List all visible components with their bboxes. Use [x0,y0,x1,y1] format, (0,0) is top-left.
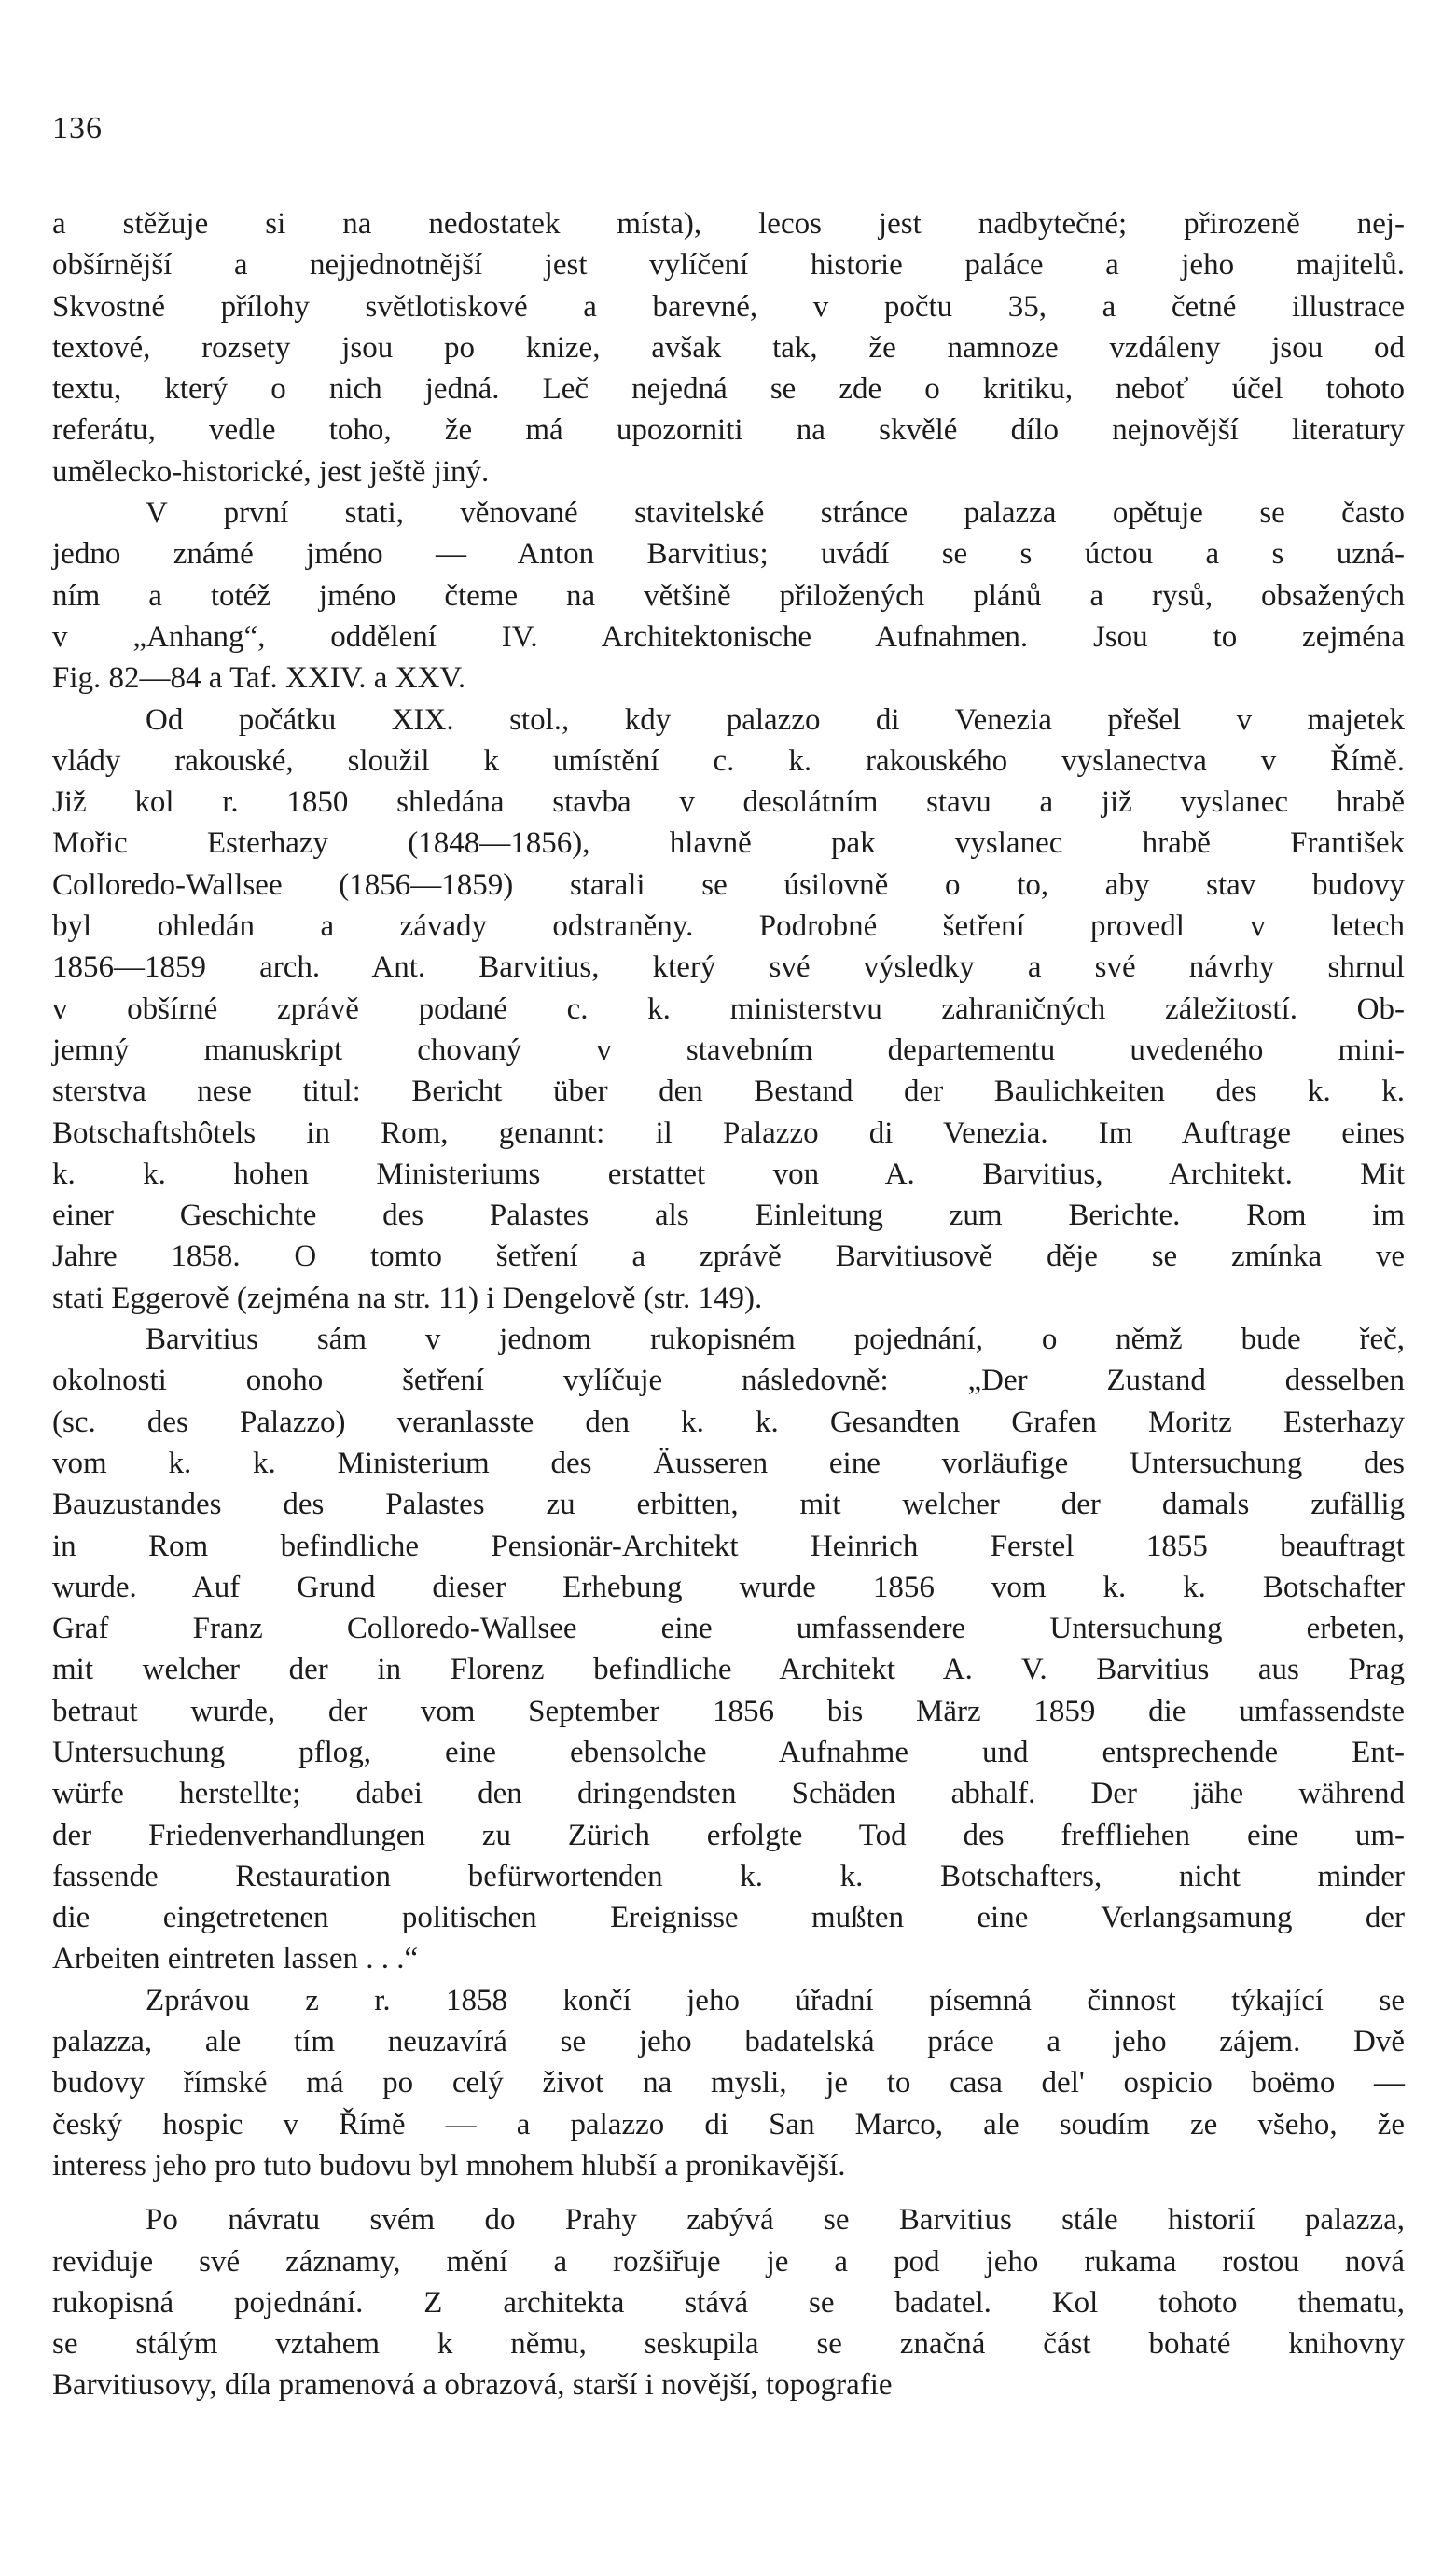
text-line: der Friedenverhandlungen zu Zürich erfolgte Tod des freffliehen eine um- [52,1818,1405,1852]
text-line: würfe herstellte; dabei den dringendsten Schäden abhalf. Der jähe während [52,1777,1405,1811]
text-line: mit welcher der in Florenz befindliche Architekt A. V. Barvitius aus Prag [52,1653,1405,1687]
text-line: interess jeho pro tuto budovu byl mnohem hlubší a pronikavější. [52,2148,846,2183]
text-line: Jahre 1858. O tomto šetření a zprávě Barvitiusově děje se zmínka ve [52,1240,1405,1274]
text-line: Zprávou z r. 1858 končí jeho úřadní písemná činnost týkající se [146,1983,1405,2017]
text-line: wurde. Auf Grund dieser Erhebung wurde 1856 vom k. k. Botschafter [52,1570,1405,1604]
text-line: in Rom befindliche Pensionär-Architekt Heinrich Ferstel 1855 beauftragt [52,1529,1405,1563]
text-line: se stálým vztahem k němu, seskupila se značná část bohaté knihovny [52,2327,1405,2362]
text-line: ním a totéž jméno čteme na většině přiložených plánů a rysů, obsažených [52,578,1405,613]
text-line: einer Geschichte des Palastes als Einleitung zum Berichte. Rom im [52,1199,1405,1233]
text-line: die eingetretenen politischen Ereignisse mußten eine Verlangsamung der [52,1901,1405,1935]
text-line: Po návratu svém do Prahy zabývá se Barvitius stále historií palazza, [146,2203,1405,2238]
text-line: Barvitiusovy, díla pramenová a obrazová, starší i novější, topografie [52,2368,893,2403]
text-line: rukopisná pojednání. Z architekta stává se badatel. Kol tohoto thematu, [52,2285,1405,2320]
text-line: textové, rozsety jsou po knize, avšak tak, že namnoze vzdáleny jsou od [52,330,1405,365]
text-line: Od počátku XIX. stol., kdy palazzo di Venezia přešel v majetek [146,702,1405,737]
paragraph [52,1319,1405,1980]
text-line: v „Anhang“, oddělení IV. Architektonische Aufnahmen. Jsou to zejména [52,619,1405,654]
text-line: reviduje své záznamy, mění a rozšiřuje je a pod jeho rukama rostou nová [52,2244,1405,2279]
text-line: umělecko-historické, jest ještě jiný. [52,454,490,489]
text-line: český hospic v Římě — a palazzo di San Marco, ale soudím ze všeho, že [52,2107,1405,2141]
text-line: obšírnější a nejjednotnější jest vylíčení historie paláce a jeho majitelů. [52,248,1405,283]
text-line: Untersuchung pflog, eine ebensolche Aufnahme und entsprechende Ent- [52,1735,1405,1769]
text-line: Skvostné přílohy světlotiskové a barevné, v počtu 35, a četné illustrace [52,289,1405,324]
text-line: v obšírné zprávě podané c. k. ministerstvu zahraničných záležitostí. Ob- [52,991,1405,1026]
text-line: Fig. 82—84 a Taf. XXIV. a XXV. [52,661,466,696]
text-line: textu, který o nich jedná. Leč nejedná se zde o kritiku, neboť účel tohoto [52,372,1405,407]
text-line: vom k. k. Ministerium des Äusseren eine vorläufige Untersuchung des [52,1446,1405,1480]
text-line: Botschaftshôtels in Rom, genannt: il Palazzo di Venezia. Im Auftrage eines [52,1116,1405,1150]
text-line: betraut wurde, der vom September 1856 bis März 1859 die umfassendste [52,1694,1405,1728]
text-line: jedno známé jméno — Anton Barvitius; uvádí se s úctou a s uzná- [52,537,1405,572]
text-line: referátu, vedle toho, že má upozorniti na skvělé dílo nejnovější literatury [52,413,1405,448]
paragraph [52,2199,1405,2405]
text-line: Arbeiten eintreten lassen . . .“ [52,1942,419,1976]
text-line: jemný manuskript chovaný v stavebním departementu uvedeného mini- [52,1032,1405,1067]
body-text [52,203,1405,2406]
paragraph [52,203,1405,492]
text-line: Graf Franz Colloredo-Wallsee eine umfassendere Untersuchung erbeten, [52,1612,1405,1646]
text-line: Již kol r. 1850 shledána stavba v desolátním stavu a již vyslanec hrabě [52,785,1405,820]
text-line: V první stati, věnované stavitelské stránce palazza opětuje se často [146,496,1405,531]
text-line: Bauzustandes des Palastes zu erbitten, mit welcher der damals zufällig [52,1488,1405,1522]
text-line: byl ohledán a závady odstraněny. Podrobné šetření provedl v letech [52,909,1405,944]
text-line: fassende Restauration befürwortenden k. k. Botschafters, nicht minder [52,1859,1405,1893]
paragraph-gap [52,2186,1405,2199]
paragraph [52,492,1405,699]
text-line: stati Eggerově (zejména na str. 11) i Dengelově (str. 149). [52,1281,763,1315]
text-line: Barvitius sám v jednom rukopisném pojednání, o němž bude řeč, [146,1323,1405,1357]
paragraph [52,1980,1405,2186]
text-line: sterstva nese titul: Bericht über den Bestand der Baulichkeiten des k. k. [52,1074,1405,1109]
text-line: Mořic Esterhazy (1848—1856), hlavně pak vyslanec hrabě František [52,826,1405,861]
paragraph [52,700,1405,1319]
text-line: 1856—1859 arch. Ant. Barvitius, který své výsledky a své návrhy shrnul [52,950,1405,985]
text-line: (sc. des Palazzo) veranlasste den k. k. Gesandten Grafen Moritz Esterhazy [52,1405,1405,1439]
text-line: a stěžuje si na nedostatek místa), lecos jest nadbytečné; přirozeně nej- [52,207,1405,241]
text-line: vlády rakouské, sloužil k umístění c. k. rakouského vyslanectva v Římě. [52,743,1405,778]
text-line: Colloredo-Wallsee (1856—1859) starali se úsilovně o to, aby stav budovy [52,867,1405,902]
text-line: budovy římské má po celý život na mysli, je to casa del' ospicio boëmo — [52,2066,1405,2100]
text-line: palazza, ale tím neuzavírá se jeho badatelská práce a jeho zájem. Dvě [52,2025,1405,2059]
text-line: k. k. hohen Ministeriums erstattet von A. Barvitius, Architekt. Mit [52,1157,1405,1191]
page-number: 136 [52,111,103,146]
text-line: okolnosti onoho šetření vylíčuje následovně: „Der Zustand desselben [52,1364,1405,1398]
